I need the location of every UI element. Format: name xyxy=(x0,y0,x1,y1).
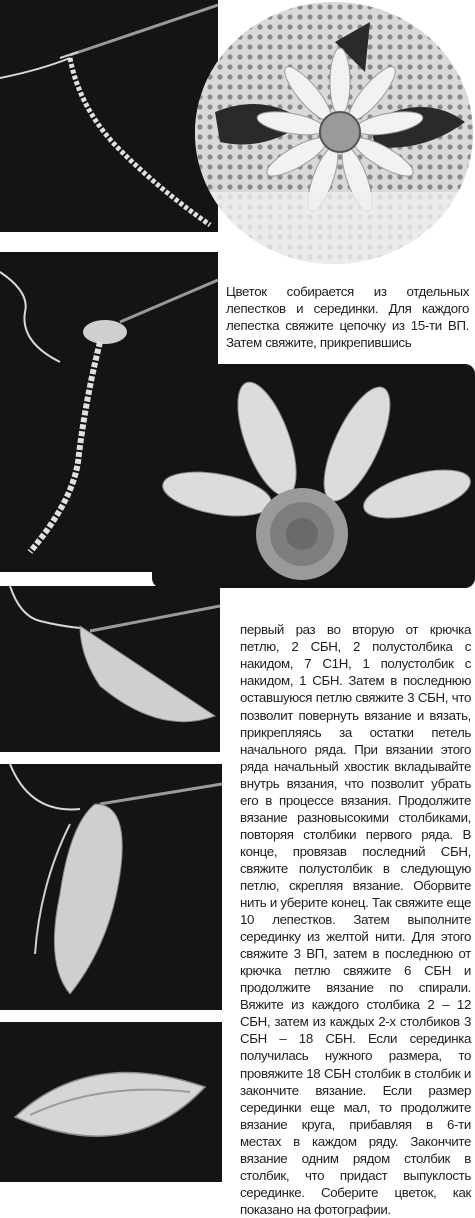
photo-chain-on-hook xyxy=(0,0,218,232)
photo-petal-first-row xyxy=(0,586,220,752)
instructions-text: первый раз во вторую от крючка петлю, 2 СБН, 2 полустолбика с накидом, 7 С1Н, 1 полустолбик с накидом, 1 СБН. Затем в последнюю оставшуюся петлю свяжите 3 СБН, что позволит повернуть вязание и вязать, прикрепляясь за остатки петель начального ряда. При вязании этого ряда начальный хвостик вкладывайте внутрь вязания, что позволит убрать его в процессе вязания. Продолжите вязание разновысокими столбиками, повторяя столбики первого ряда. В конце, провязав последний СБН, свяжите полустолбик в следующую петлю, скрепляя вязание. Оборвите нить и уберите конец. Так свяжите еще 10 лепестков. Затем выполните серединку из желтой нити. Для этого свяжите 3 ВП, затем в последнюю от крючка петлю свяжите 6 СБН и продолжите вязание по спирали. Вяжите из каждого столбика 2 – 12 СБН, затем из каждых 2-х столбиков 3 СБН – 18 СБН. Если серединка получилась нужного размера, то провяжите 18 СБН столбик в столбик и закончите вязание. Если размер серединки еще мал, то продолжите вязание круга, прибавляя в 6-ти местах в каждом ряду. Закончите вязание одним рядом столбик в столбик, что придаст выпуклость серединке. Соберите цветок, как показано на фотографии. xyxy=(240,622,471,1217)
photo-petals-with-center xyxy=(152,364,475,588)
intro-text: Цветок собирается из отдельных лепестков и серединки. Для каждого лепестка свяжите цепочку из 15-ти ВП. Затем свяжите, прикрепившись xyxy=(226,284,469,351)
photo-petal-second-row xyxy=(0,764,222,1010)
photo-finished-flower-on-lace xyxy=(195,2,473,264)
photo-finished-petal xyxy=(0,1022,222,1182)
